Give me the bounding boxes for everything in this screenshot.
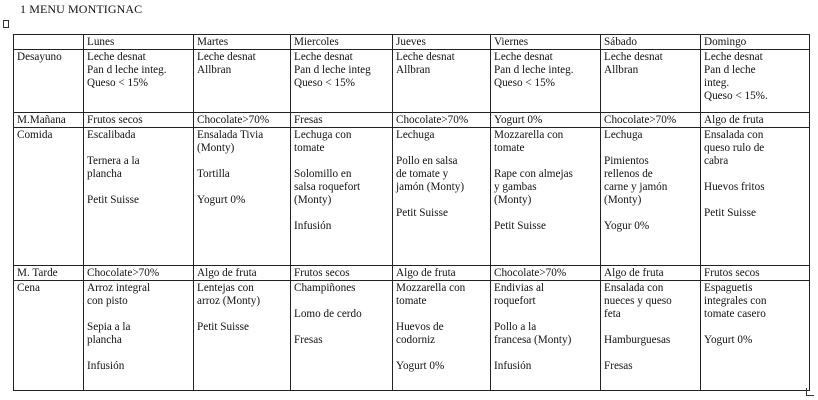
- menu-cell: [194, 266, 291, 281]
- menu-cell-line: Huevos fritos: [704, 181, 765, 193]
- menu-cell-line: (Monty): [197, 142, 235, 154]
- menu-cell-line: tomate: [294, 142, 325, 154]
- menu-cell: [393, 281, 491, 391]
- menu-cell-line: Yogurt 0%: [396, 360, 445, 372]
- menu-cell-line: arroz (Monty): [197, 295, 261, 307]
- menu-cell-line: Fresas: [604, 360, 633, 372]
- menu-cell-line: Chocolate>70%: [396, 114, 469, 126]
- menu-cell-line: Champiñones: [294, 282, 356, 294]
- menu-cell: [84, 50, 194, 113]
- day-header: Sábado: [601, 35, 701, 50]
- menu-cell-line: Lentejas con: [197, 282, 254, 294]
- menu-cell-line: Pan d leche integ.: [494, 64, 574, 76]
- meal-label: M. Tarde: [14, 266, 84, 281]
- menu-cell: [491, 50, 601, 113]
- menu-cell-line: feta: [604, 308, 621, 320]
- menu-cell: [491, 128, 601, 266]
- menu-cell-line: Leche desnat: [396, 51, 455, 63]
- day-header: Martes: [194, 35, 291, 50]
- menu-cell-line: [294, 155, 389, 168]
- menu-cell-line: jamón (Monty): [396, 181, 465, 193]
- menu-cell: [491, 281, 601, 391]
- menu-cell-line: [87, 142, 190, 155]
- menu-cell-line: Ensalada Tivia: [197, 129, 264, 141]
- menu-cell-line: Queso < 15%: [87, 77, 148, 89]
- menu-cell-line: Pan d leche integ: [294, 64, 371, 76]
- menu-cell-line: salsa roquefort: [294, 181, 361, 193]
- menu-cell-line: Leche desnat: [494, 51, 553, 63]
- menu-cell-line: rellenos de: [604, 168, 653, 180]
- menu-cell: [84, 266, 194, 281]
- menu-cell-line: tomate casero: [704, 308, 766, 320]
- menu-cell-line: Ensalada con: [604, 282, 664, 294]
- menu-cell-line: [494, 155, 597, 168]
- meal-label: M.Mañana: [14, 113, 84, 128]
- menu-cell: [291, 128, 393, 266]
- menu-cell-line: [197, 308, 287, 321]
- menu-cell: [84, 281, 194, 391]
- menu-cell-line: (Monty): [294, 194, 332, 206]
- menu-cell-line: [704, 321, 806, 334]
- menu-cell-line: Endivias al: [494, 282, 545, 294]
- menu-cell-line: Escalibada: [87, 129, 136, 141]
- menu-cell-line: Sepia a la: [87, 321, 131, 333]
- menu-cell-line: Chocolate>70%: [197, 114, 270, 126]
- menu-cell-line: Arroz integral: [87, 282, 151, 294]
- menu-cell-line: Frutos secos: [704, 267, 760, 279]
- menu-cell-line: francesa (Monty): [494, 334, 572, 346]
- menu-cell-line: Allbran: [604, 64, 639, 76]
- menu-cell-line: Lechuga: [604, 129, 643, 141]
- menu-cell-line: Fresas: [294, 334, 323, 346]
- menu-cell-line: Ternera a la: [87, 155, 140, 167]
- menu-cell-line: cabra: [704, 155, 729, 167]
- menu-cell: [393, 128, 491, 266]
- menu-cell-line: Fresas: [294, 114, 323, 126]
- menu-cell: [701, 281, 810, 391]
- menu-cell-line: con pisto: [87, 295, 128, 307]
- menu-cell: [601, 50, 701, 113]
- menu-cell-line: Allbran: [197, 64, 232, 76]
- menu-cell-line: [396, 347, 487, 360]
- menu-cell-line: [494, 308, 597, 321]
- menu-table: [13, 34, 810, 391]
- day-header: Lunes: [84, 35, 194, 50]
- menu-cell: [701, 128, 810, 266]
- menu-cell-line: Lechuga: [396, 129, 435, 141]
- day-header: Miercoles: [291, 35, 393, 50]
- menu-cell-line: Pimientos: [604, 155, 649, 167]
- menu-cell-line: Chocolate>70%: [494, 267, 567, 279]
- menu-cell-line: Leche desnat: [604, 51, 663, 63]
- menu-cell-line: Hamburguesas: [604, 334, 671, 346]
- menu-cell: [194, 113, 291, 128]
- menu-cell-line: [704, 168, 806, 181]
- meal-row: [14, 266, 810, 281]
- menu-cell-line: Frutos secos: [294, 267, 350, 279]
- menu-cell: [601, 281, 701, 391]
- menu-cell: [84, 113, 194, 128]
- meal-label: Comida: [14, 128, 84, 266]
- menu-cell-line: Ensalada con: [704, 129, 764, 141]
- menu-cell-line: Allbran: [396, 64, 431, 76]
- menu-cell-line: Leche desnat: [197, 51, 256, 63]
- menu-cell-line: [294, 295, 389, 308]
- menu-cell-line: Petit Suisse: [197, 321, 249, 333]
- menu-cell-line: (Monty): [494, 194, 532, 206]
- menu-cell: [291, 281, 393, 391]
- menu-cell: [194, 50, 291, 113]
- menu-cell-line: Yogurt 0%: [197, 194, 246, 206]
- menu-cell-line: Tortilla: [197, 168, 230, 180]
- menu-cell-line: Mozzarella con: [396, 282, 466, 294]
- menu-cell-line: Petit Suisse: [494, 220, 546, 232]
- menu-cell-line: [604, 321, 697, 334]
- menu-cell-line: Petit Suisse: [704, 207, 756, 219]
- meal-row: [14, 113, 810, 128]
- menu-cell-line: Rape con almejas: [494, 168, 573, 180]
- menu-cell-line: Leche desnat: [294, 51, 353, 63]
- menu-cell: [291, 266, 393, 281]
- menu-cell-line: Pollo a la: [494, 321, 537, 333]
- menu-cell: [291, 113, 393, 128]
- menu-cell-line: Queso < 15%: [494, 77, 555, 89]
- menu-cell-line: y gambas: [494, 181, 537, 193]
- menu-cell-line: Leche desnat: [87, 51, 146, 63]
- menu-cell-line: [604, 347, 697, 360]
- menu-cell: [701, 266, 810, 281]
- menu-cell-line: [197, 155, 287, 168]
- menu-cell: [393, 113, 491, 128]
- document-title: 1 MENU MONTIGNAC: [20, 2, 143, 16]
- menu-cell-line: [494, 207, 597, 220]
- menu-cell-line: Algo de fruta: [604, 267, 664, 279]
- menu-cell-line: plancha: [87, 168, 122, 180]
- day-header: Jueves: [393, 35, 491, 50]
- meal-row: [14, 281, 810, 391]
- menu-cell-line: Petit Suisse: [396, 207, 448, 219]
- menu-cell-line: Espaguetis: [704, 282, 753, 294]
- menu-cell: [491, 266, 601, 281]
- menu-cell-line: Chocolate>70%: [87, 267, 160, 279]
- menu-cell: [194, 281, 291, 391]
- menu-cell-line: Algo de fruta: [396, 267, 456, 279]
- meal-row: [14, 50, 810, 113]
- menu-cell: [194, 128, 291, 266]
- menu-cell-line: Yogur 0%: [604, 220, 650, 232]
- menu-cell-line: Solomillo en: [294, 168, 352, 180]
- day-header: Viernes: [491, 35, 601, 50]
- menu-cell-line: (Monty): [604, 194, 642, 206]
- menu-cell-line: Queso < 15%.: [704, 90, 768, 102]
- menu-cell-line: [294, 321, 389, 334]
- menu-cell-line: [396, 142, 487, 155]
- menu-cell: [491, 113, 601, 128]
- menu-cell-line: tomate: [396, 295, 427, 307]
- meal-row: [14, 128, 810, 266]
- menu-cell-line: Yogurt 0%: [704, 334, 753, 346]
- menu-cell-line: [604, 207, 697, 220]
- menu-cell-line: Chocolate>70%: [604, 114, 677, 126]
- menu-cell-line: integrales con: [704, 295, 767, 307]
- menu-cell-line: [494, 347, 597, 360]
- menu-cell-line: [87, 347, 190, 360]
- menu-cell-line: nueces y queso: [604, 295, 672, 307]
- header-corner-cell: [14, 35, 84, 50]
- menu-cell: [701, 113, 810, 128]
- menu-cell: [601, 266, 701, 281]
- meal-label: Desayuno: [14, 50, 84, 113]
- menu-cell-line: codorniz: [396, 334, 436, 346]
- menu-cell: [84, 128, 194, 266]
- menu-cell-line: Pan d leche integ.: [87, 64, 167, 76]
- menu-cell-line: [604, 142, 697, 155]
- table-anchor-icon: [3, 20, 9, 28]
- menu-cell-line: Mozzarella con: [494, 129, 564, 141]
- page-corner-mark: [806, 388, 814, 396]
- menu-cell: [393, 50, 491, 113]
- menu-cell-line: [704, 194, 806, 207]
- header-row: [14, 35, 810, 50]
- menu-cell-line: de tomate y: [396, 168, 449, 180]
- menu-cell-line: integ.: [704, 77, 730, 89]
- menu-cell-line: Lechuga con: [294, 129, 352, 141]
- menu-cell-line: [396, 308, 487, 321]
- menu-cell-line: [87, 308, 190, 321]
- menu-cell-line: carne y jamón: [604, 181, 668, 193]
- menu-cell-line: Frutos secos: [87, 114, 143, 126]
- menu-cell-line: Queso < 15%: [294, 77, 355, 89]
- menu-cell-line: plancha: [87, 334, 122, 346]
- menu-cell: [601, 113, 701, 128]
- menu-cell: [701, 50, 810, 113]
- menu-cell: [393, 266, 491, 281]
- menu-cell-line: queso rulo de: [704, 142, 765, 154]
- menu-cell-line: tomate: [494, 142, 525, 154]
- day-header: Domingo: [701, 35, 810, 50]
- meal-label: Cena: [14, 281, 84, 391]
- menu-cell-line: Lomo de cerdo: [294, 308, 362, 320]
- menu-cell-line: Infusión: [494, 360, 532, 372]
- menu-cell-line: Infusión: [87, 360, 125, 372]
- menu-cell-line: roquefort: [494, 295, 536, 307]
- menu-cell: [601, 128, 701, 266]
- menu-cell-line: Leche desnat: [704, 51, 763, 63]
- menu-cell-line: Yogurt 0%: [494, 114, 543, 126]
- menu-cell-line: Algo de fruta: [704, 114, 764, 126]
- menu-cell-line: [87, 181, 190, 194]
- menu-cell-line: Infusión: [294, 220, 332, 232]
- menu-cell-line: [396, 194, 487, 207]
- menu-cell-line: [294, 207, 389, 220]
- menu-cell-line: Huevos de: [396, 321, 444, 333]
- menu-cell-line: Pan d leche: [704, 64, 756, 76]
- menu-cell-line: Algo de fruta: [197, 267, 257, 279]
- menu-cell: [291, 50, 393, 113]
- menu-cell-line: Petit Suisse: [87, 194, 139, 206]
- menu-cell-line: [197, 181, 287, 194]
- menu-cell-line: Pollo en salsa: [396, 155, 458, 167]
